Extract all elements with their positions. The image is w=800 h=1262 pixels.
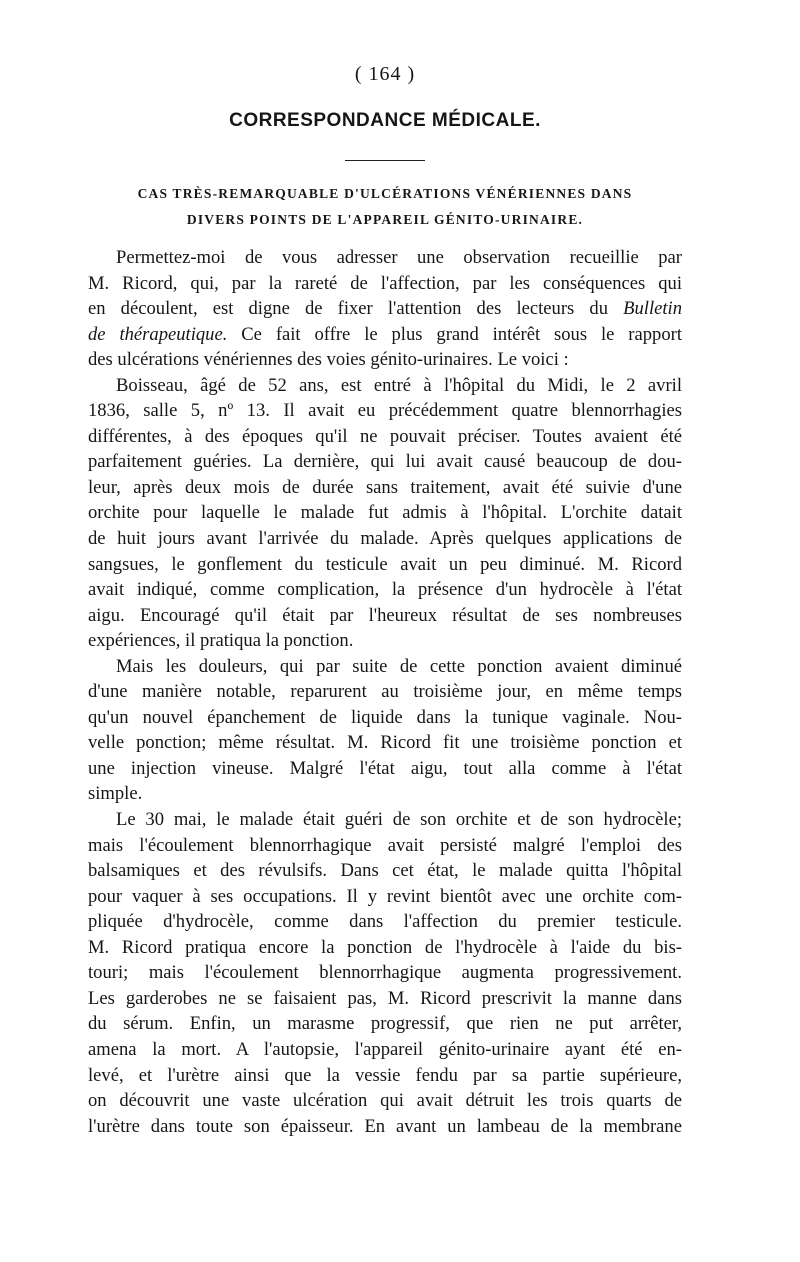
text-line: de thérapeutique. Ce fait offre le plus grand intérêt sous le rapport <box>88 323 682 345</box>
text-line: Permettez-moi de vous adresser une observation recueillie par <box>116 247 682 268</box>
text-line: simple. <box>88 783 143 805</box>
text-line: des ulcérations vénériennes des voies génito-urinaires. Le voici : <box>88 349 569 371</box>
text-line: orchite pour laquelle le malade fut admis à l'hôpital. L'orchite datait <box>88 502 682 524</box>
paragraph <box>88 373 682 654</box>
text-line: leur, après deux mois de durée sans traitement, avait été suivie d'une <box>88 476 682 498</box>
paragraph <box>88 807 682 1139</box>
text-line: de huit jours avant l'arrivée du malade. Après quelques applications de <box>88 528 682 550</box>
text-line: 1836, salle 5, nº 13. Il avait eu précédemment quatre blennorrhagies <box>88 400 682 422</box>
book-page <box>88 58 682 1139</box>
text-line: avait indiqué, comme complication, la présence d'un hydrocèle à l'état <box>88 579 682 601</box>
text-line: mais l'écoulement blennorrhagique avait persisté malgré l'emploi des <box>88 834 682 856</box>
text-line: du sérum. Enfin, un marasme progressif, que rien ne put arrêter, <box>88 1013 682 1035</box>
text-line: parfaitement guéries. La dernière, qui lui avait causé beaucoup de dou- <box>88 451 682 473</box>
text-line: aigu. Encouragé qu'il était par l'heureux résultat de ses nombreuses <box>88 604 682 626</box>
text-line: velle ponction; même résultat. M. Ricord fit une troisième ponction et <box>88 732 682 754</box>
text-line: qu'un nouvel épanchement de liquide dans la tunique vaginale. Nou- <box>88 706 682 728</box>
text-line: M. Ricord pratiqua encore la ponction de l'hydrocèle à l'aide du bis- <box>88 936 682 958</box>
text-line: pliquée d'hydrocèle, comme dans l'affection du premier testicule. <box>88 911 682 933</box>
paragraph <box>88 245 682 373</box>
article-title-line-1: CAS TRÈS-REMARQUABLE D'ULCÉRATIONS VÉNÉRIENNES DANS <box>137 186 633 201</box>
text-line: différentes, à des époques qu'il ne pouvait préciser. Toutes avaient été <box>88 425 682 447</box>
text-line: Boisseau, âgé de 52 ans, est entré à l'hôpital du Midi, le 2 avril <box>116 374 682 396</box>
text-line: en découlent, est digne de fixer l'attention des lecteurs du Bulletin <box>88 298 682 320</box>
paragraph <box>88 654 682 807</box>
text-line: levé, et l'urètre ainsi que la vessie fendu par sa partie supérieure, <box>88 1064 682 1086</box>
text-line: touri; mais l'écoulement blennorrhagique augmenta progressivement. <box>88 962 682 984</box>
text-line: on découvrit une vaste ulcération qui avait détruit les trois quarts de <box>88 1090 682 1112</box>
article-body <box>88 245 682 1139</box>
page-number: ( 164 ) <box>354 63 416 85</box>
section-title: CORRESPONDANCE MÉDICALE. <box>229 110 541 131</box>
text-line: amena la mort. A l'autopsie, l'appareil génito-urinaire ayant été en- <box>88 1038 682 1060</box>
text-line: l'urètre dans toute son épaisseur. En avant un lambeau de la membrane <box>88 1115 682 1137</box>
text-line: Mais les douleurs, qui par suite de cette ponction avaient diminué <box>116 655 682 677</box>
text-line: sangsues, le gonflement du testicule avait un peu diminué. M. Ricord <box>88 553 682 575</box>
text-line: Les garderobes ne se faisaient pas, M. Ricord prescrivit la manne dans <box>88 987 682 1009</box>
text-line: M. Ricord, qui, par la rareté de l'affection, par les conséquences qui <box>88 272 682 294</box>
article-title <box>88 181 682 233</box>
text-line: balsamiques et des révulsifs. Dans cet état, le malade quitta l'hôpital <box>88 860 682 882</box>
text-line: pour vaquer à ses occupations. Il y revint bientôt avec une orchite com- <box>88 885 682 907</box>
text-line: Le 30 mai, le malade était guéri de son orchite et de son hydrocèle; <box>116 809 682 831</box>
title-rule <box>345 160 425 161</box>
article-title-line-2: DIVERS POINTS DE L'APPAREIL GÉNITO-URINAIRE. <box>186 212 584 227</box>
text-line: d'une manière notable, reparurent au troisième jour, en même temps <box>88 681 682 703</box>
text-line: expériences, il pratiqua la ponction. <box>88 630 354 652</box>
text-line: une injection vineuse. Malgré l'état aigu, tout alla comme à l'état <box>88 757 682 779</box>
